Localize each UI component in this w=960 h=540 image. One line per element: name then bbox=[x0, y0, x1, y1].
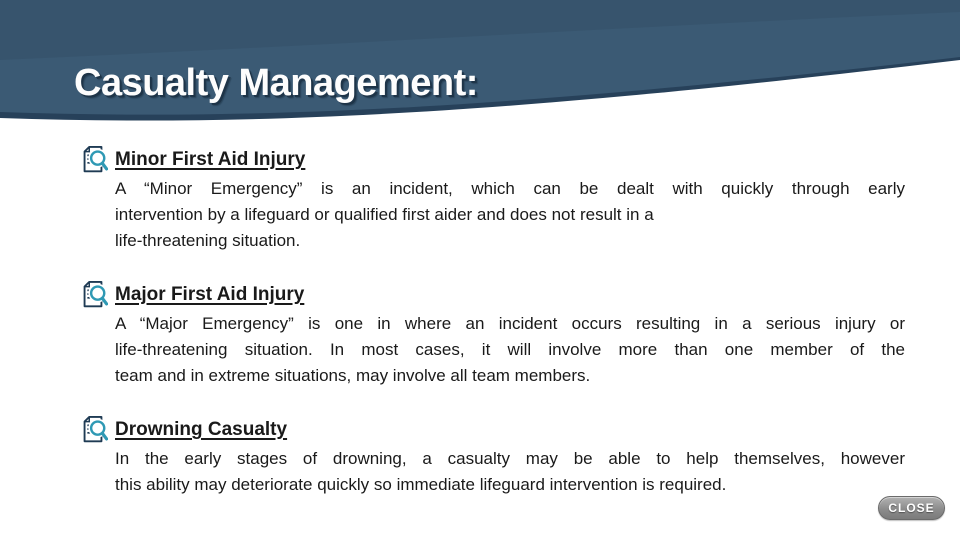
section-paragraph bbox=[115, 446, 905, 498]
document-search-icon bbox=[78, 278, 115, 310]
text-line: In the early stages of drowning, a casualty may be able to help themselves, however bbox=[115, 449, 905, 468]
text-line: life-threatening situation. bbox=[115, 231, 301, 250]
document-search-icon bbox=[78, 413, 115, 445]
section-paragraph bbox=[115, 311, 905, 389]
section-heading: Major First Aid Injury bbox=[115, 284, 305, 305]
section-paragraph bbox=[115, 176, 905, 254]
section-minor-first-aid-injury bbox=[0, 143, 960, 254]
section-heading: Minor First Aid Injury bbox=[115, 149, 306, 170]
text-line: A “Major Emergency” is one in where an incident occurs resulting in a serious injury or bbox=[115, 314, 905, 333]
section-major-first-aid-injury bbox=[0, 278, 960, 389]
section-heading: Drowning Casualty bbox=[115, 419, 288, 440]
text-line: A “Minor Emergency” is an incident, which can be dealt with quickly through early bbox=[115, 179, 905, 198]
section-drowning-casualty bbox=[0, 413, 960, 498]
page-title: Casualty Management: bbox=[74, 62, 478, 104]
close-button[interactable]: CLOSE bbox=[878, 496, 945, 520]
document-search-icon bbox=[78, 143, 115, 175]
text-line: life-threatening situation. In most cases, it will involve more than one member of the bbox=[115, 340, 905, 359]
text-line: team and in extreme situations, may involve all team members. bbox=[115, 366, 591, 385]
text-line: this ability may deteriorate quickly so immediate lifeguard intervention is required. bbox=[115, 475, 727, 494]
text-line: intervention by a lifeguard or qualified first aider and does not result in a bbox=[115, 205, 654, 224]
